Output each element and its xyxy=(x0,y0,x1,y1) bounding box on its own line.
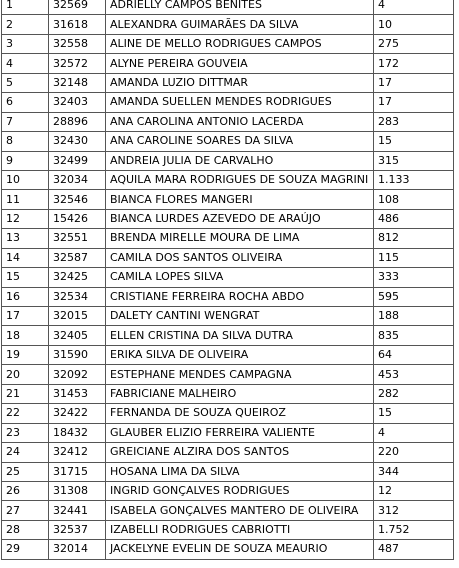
value-cell: 4 xyxy=(374,423,454,442)
table-row xyxy=(2,404,454,423)
code-cell: 32551 xyxy=(49,229,106,248)
table-row xyxy=(2,229,454,248)
row-number-cell: 18 xyxy=(2,326,49,345)
code-cell: 15426 xyxy=(49,209,106,228)
value-cell: 453 xyxy=(374,365,454,384)
row-number-cell: 28 xyxy=(2,520,49,539)
code-cell: 31618 xyxy=(49,15,106,34)
code-cell: 32569 xyxy=(49,0,106,15)
name-cell: ELLEN CRISTINA DA SILVA DUTRA xyxy=(106,326,374,345)
value-cell: 12 xyxy=(374,481,454,500)
table-row xyxy=(2,540,454,559)
row-number-cell: 6 xyxy=(2,93,49,112)
table-row xyxy=(2,34,454,53)
value-cell: 172 xyxy=(374,54,454,73)
value-cell: 10 xyxy=(374,15,454,34)
name-cell: ESTEPHANE MENDES CAMPAGNA xyxy=(106,365,374,384)
code-cell: 18432 xyxy=(49,423,106,442)
table-row xyxy=(2,443,454,462)
name-cell: BIANCA LURDES AZEVEDO DE ARAÚJO xyxy=(106,209,374,228)
code-cell: 32425 xyxy=(49,268,106,287)
code-cell: 28896 xyxy=(49,112,106,131)
code-cell: 32014 xyxy=(49,540,106,559)
name-cell: AMANDA SUELLEN MENDES RODRIGUES xyxy=(106,93,374,112)
value-cell: 64 xyxy=(374,345,454,364)
name-cell: CRISTIANE FERREIRA ROCHA ABDO xyxy=(106,287,374,306)
name-cell: ISABELA GONÇALVES MANTERO DE OLIVEIRA xyxy=(106,501,374,520)
name-cell: BIANCA FLORES MANGERI xyxy=(106,190,374,209)
table-row xyxy=(2,15,454,34)
row-number-cell: 19 xyxy=(2,345,49,364)
value-cell: 115 xyxy=(374,248,454,267)
code-cell: 32534 xyxy=(49,287,106,306)
code-cell: 32537 xyxy=(49,520,106,539)
row-number-cell: 29 xyxy=(2,540,49,559)
value-cell: 812 xyxy=(374,229,454,248)
table-row xyxy=(2,520,454,539)
name-cell: CAMILA LOPES SILVA xyxy=(106,268,374,287)
table-row xyxy=(2,287,454,306)
value-cell: 4 xyxy=(374,0,454,15)
table-row xyxy=(2,501,454,520)
name-cell: FABRICIANE MALHEIRO xyxy=(106,384,374,403)
row-number-cell: 4 xyxy=(2,54,49,73)
row-number-cell: 14 xyxy=(2,248,49,267)
code-cell: 32572 xyxy=(49,54,106,73)
value-cell: 283 xyxy=(374,112,454,131)
value-cell: 17 xyxy=(374,93,454,112)
row-number-cell: 27 xyxy=(2,501,49,520)
row-number-cell: 5 xyxy=(2,73,49,92)
name-cell: JACKELYNE EVELIN DE SOUZA MEAURIO xyxy=(106,540,374,559)
value-cell: 486 xyxy=(374,209,454,228)
table-row xyxy=(2,151,454,170)
row-number-cell: 12 xyxy=(2,209,49,228)
code-cell: 32546 xyxy=(49,190,106,209)
code-cell: 32403 xyxy=(49,93,106,112)
table-row xyxy=(2,73,454,92)
table-row xyxy=(2,365,454,384)
value-cell: 487 xyxy=(374,540,454,559)
row-number-cell: 22 xyxy=(2,404,49,423)
code-cell: 31715 xyxy=(49,462,106,481)
row-number-cell: 1 xyxy=(2,0,49,15)
value-cell: 15 xyxy=(374,404,454,423)
table-row xyxy=(2,132,454,151)
row-number-cell: 26 xyxy=(2,481,49,500)
value-cell: 108 xyxy=(374,190,454,209)
row-number-cell: 9 xyxy=(2,151,49,170)
name-cell: ERIKA SILVA DE OLIVEIRA xyxy=(106,345,374,364)
value-cell: 188 xyxy=(374,307,454,326)
table-row xyxy=(2,112,454,131)
name-cell: ALEXANDRA GUIMARÃES DA SILVA xyxy=(106,15,374,34)
name-cell: INGRID GONÇALVES RODRIGUES xyxy=(106,481,374,500)
table-row xyxy=(2,481,454,500)
row-number-cell: 24 xyxy=(2,443,49,462)
data-table xyxy=(1,0,454,560)
name-cell: ALYNE PEREIRA GOUVEIA xyxy=(106,54,374,73)
code-cell: 32412 xyxy=(49,443,106,462)
table-row xyxy=(2,190,454,209)
name-cell: BRENDA MIRELLE MOURA DE LIMA xyxy=(106,229,374,248)
row-number-cell: 7 xyxy=(2,112,49,131)
name-cell: FERNANDA DE SOUZA QUEIROZ xyxy=(106,404,374,423)
name-cell: ANA CAROLINE SOARES DA SILVA xyxy=(106,132,374,151)
code-cell: 31308 xyxy=(49,481,106,500)
table-row xyxy=(2,268,454,287)
table-row xyxy=(2,248,454,267)
code-cell: 32015 xyxy=(49,307,106,326)
table-row xyxy=(2,209,454,228)
code-cell: 32558 xyxy=(49,34,106,53)
code-cell: 32405 xyxy=(49,326,106,345)
code-cell: 32441 xyxy=(49,501,106,520)
code-cell: 31453 xyxy=(49,384,106,403)
row-number-cell: 25 xyxy=(2,462,49,481)
table-row xyxy=(2,54,454,73)
code-cell: 32499 xyxy=(49,151,106,170)
row-number-cell: 21 xyxy=(2,384,49,403)
table-row xyxy=(2,0,454,15)
value-cell: 835 xyxy=(374,326,454,345)
row-number-cell: 20 xyxy=(2,365,49,384)
row-number-cell: 8 xyxy=(2,132,49,151)
value-cell: 1.752 xyxy=(374,520,454,539)
name-cell: CAMILA DOS SANTOS OLIVEIRA xyxy=(106,248,374,267)
row-number-cell: 15 xyxy=(2,268,49,287)
table-row xyxy=(2,326,454,345)
row-number-cell: 3 xyxy=(2,34,49,53)
table-row xyxy=(2,170,454,189)
value-cell: 312 xyxy=(374,501,454,520)
name-cell: AQUILA MARA RODRIGUES DE SOUZA MAGRINI xyxy=(106,170,374,189)
value-cell: 15 xyxy=(374,132,454,151)
table-row xyxy=(2,423,454,442)
code-cell: 32092 xyxy=(49,365,106,384)
table-row xyxy=(2,93,454,112)
value-cell: 282 xyxy=(374,384,454,403)
name-cell: ANA CAROLINA ANTONIO LACERDA xyxy=(106,112,374,131)
row-number-cell: 10 xyxy=(2,170,49,189)
value-cell: 315 xyxy=(374,151,454,170)
table-row xyxy=(2,307,454,326)
row-number-cell: 23 xyxy=(2,423,49,442)
row-number-cell: 2 xyxy=(2,15,49,34)
table-row xyxy=(2,345,454,364)
name-cell: GREICIANE ALZIRA DOS SANTOS xyxy=(106,443,374,462)
row-number-cell: 16 xyxy=(2,287,49,306)
name-cell: ALINE DE MELLO RODRIGUES CAMPOS xyxy=(106,34,374,53)
row-number-cell: 13 xyxy=(2,229,49,248)
row-number-cell: 17 xyxy=(2,307,49,326)
value-cell: 275 xyxy=(374,34,454,53)
name-cell: GLAUBER ELIZIO FERREIRA VALIENTE xyxy=(106,423,374,442)
value-cell: 1.133 xyxy=(374,170,454,189)
code-cell: 32148 xyxy=(49,73,106,92)
table-row xyxy=(2,384,454,403)
name-cell: DALETY CANTINI WENGRAT xyxy=(106,307,374,326)
name-cell: AMANDA LUZIO DITTMAR xyxy=(106,73,374,92)
name-cell: ADRIELLY CAMPOS BENITES xyxy=(106,0,374,15)
table-row xyxy=(2,462,454,481)
code-cell: 32587 xyxy=(49,248,106,267)
code-cell: 31590 xyxy=(49,345,106,364)
value-cell: 220 xyxy=(374,443,454,462)
value-cell: 333 xyxy=(374,268,454,287)
row-number-cell: 11 xyxy=(2,190,49,209)
name-cell: ANDREIA JULIA DE CARVALHO xyxy=(106,151,374,170)
name-cell: HOSANA LIMA DA SILVA xyxy=(106,462,374,481)
value-cell: 344 xyxy=(374,462,454,481)
value-cell: 17 xyxy=(374,73,454,92)
code-cell: 32034 xyxy=(49,170,106,189)
name-cell: IZABELLI RODRIGUES CABRIOTTI xyxy=(106,520,374,539)
code-cell: 32422 xyxy=(49,404,106,423)
value-cell: 595 xyxy=(374,287,454,306)
code-cell: 32430 xyxy=(49,132,106,151)
